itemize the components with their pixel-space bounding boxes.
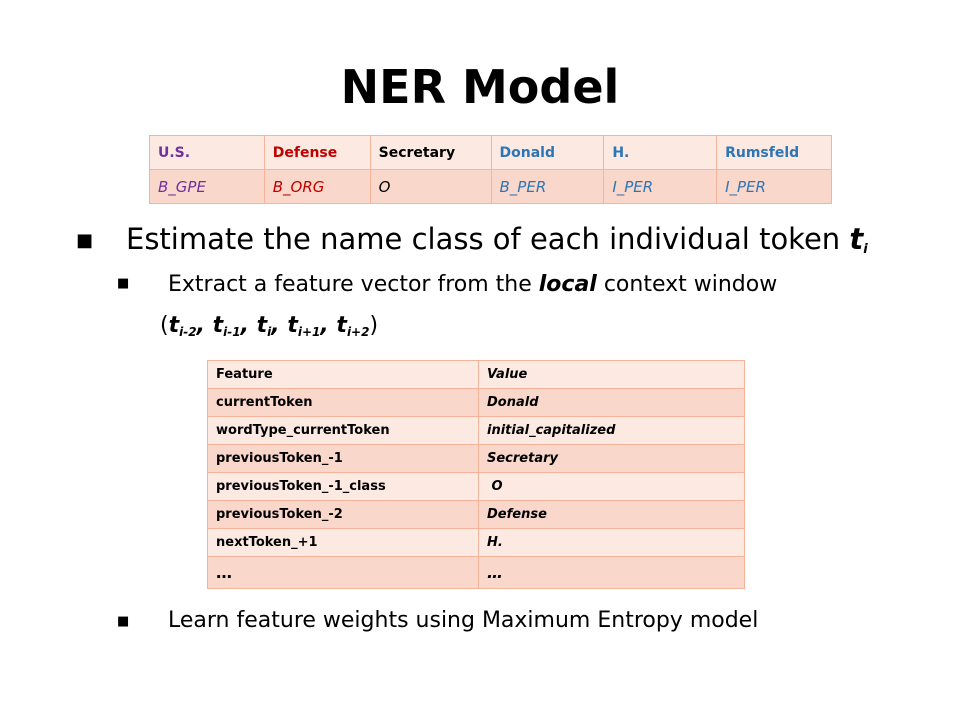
token-symbol: t — [849, 222, 864, 256]
feature-name: … — [208, 557, 479, 589]
feature-name: wordType_currentToken — [208, 417, 479, 445]
ctx-t: t — [168, 313, 180, 338]
feature-row — [208, 417, 745, 445]
feature-table — [207, 360, 745, 589]
feature-value: Secretary — [479, 445, 745, 473]
ctx-sub: i+2 — [346, 325, 370, 339]
feature-name: nextToken_+1 — [208, 529, 479, 557]
token-cell: Donald — [491, 136, 604, 170]
label-cell: B_GPE — [150, 170, 265, 204]
context-window-formula — [160, 313, 378, 339]
feature-value: Defense — [479, 501, 745, 529]
feature-row — [208, 501, 745, 529]
feature-name: previousToken_-2 — [208, 501, 479, 529]
ctx-t: t — [212, 313, 224, 338]
feature-table-header — [208, 361, 745, 389]
feature-row — [208, 557, 745, 589]
feature-name: previousToken_-1 — [208, 445, 479, 473]
bullet-icon: ■ — [117, 614, 130, 629]
ctx-sep: , — [240, 313, 257, 338]
label-cell: O — [370, 170, 491, 204]
label-cell: I_PER — [717, 170, 832, 204]
token-cell: Secretary — [370, 136, 491, 170]
ctx-t: t — [287, 313, 298, 338]
paren-open: ( — [160, 313, 169, 338]
feature-value: H. — [479, 529, 745, 557]
ctx-sub: i-2 — [179, 325, 197, 339]
feature-name: previousToken_-1_class — [208, 473, 479, 501]
token-label-table — [149, 135, 832, 204]
token-cell: H. — [604, 136, 717, 170]
ctx-sep: , — [196, 313, 213, 338]
ctx-sub: i+1 — [297, 325, 321, 339]
label-cell: I_PER — [604, 170, 717, 204]
bullet-icon: ■ — [117, 276, 130, 291]
feature-value: O — [479, 473, 745, 501]
bullet-extract — [168, 272, 777, 297]
bullet-extract-post: context window — [596, 272, 778, 297]
bullet-extract-em: local — [538, 272, 597, 297]
ctx-sub: i-1 — [223, 325, 241, 339]
ctx-t: t — [336, 313, 347, 338]
slide-title: NER Model — [340, 60, 620, 114]
bullet-learn: Learn feature weights using Maximum Entropy model — [168, 608, 759, 633]
ctx-sep: , — [320, 313, 337, 338]
feature-name: currentToken — [208, 389, 479, 417]
feature-header-cell: Feature — [208, 361, 479, 389]
bullet-main-text: Estimate the name class of each individual token — [126, 222, 850, 256]
bullet-extract-pre: Extract a feature vector from the — [168, 272, 539, 297]
feature-row — [208, 473, 745, 501]
bullet-icon: ■ — [76, 230, 94, 251]
feature-row — [208, 445, 745, 473]
feature-value: Donald — [479, 389, 745, 417]
token-cell: Rumsfeld — [717, 136, 832, 170]
value-header-cell: Value — [479, 361, 745, 389]
ctx-sep: , — [271, 313, 288, 338]
token-row — [150, 136, 832, 170]
label-cell: B_ORG — [264, 170, 370, 204]
ctx-sub: i — [267, 325, 272, 339]
feature-row — [208, 529, 745, 557]
label-row — [150, 170, 832, 204]
bullet-main — [126, 222, 868, 257]
token-subscript: i — [863, 242, 868, 257]
label-cell: B_PER — [491, 170, 604, 204]
ctx-t: t — [256, 313, 268, 338]
token-cell: Defense — [264, 136, 370, 170]
feature-value: … — [479, 557, 745, 589]
token-cell: U.S. — [150, 136, 265, 170]
feature-row — [208, 389, 745, 417]
feature-value: initial_capitalized — [479, 417, 745, 445]
paren-close: ) — [369, 313, 379, 338]
